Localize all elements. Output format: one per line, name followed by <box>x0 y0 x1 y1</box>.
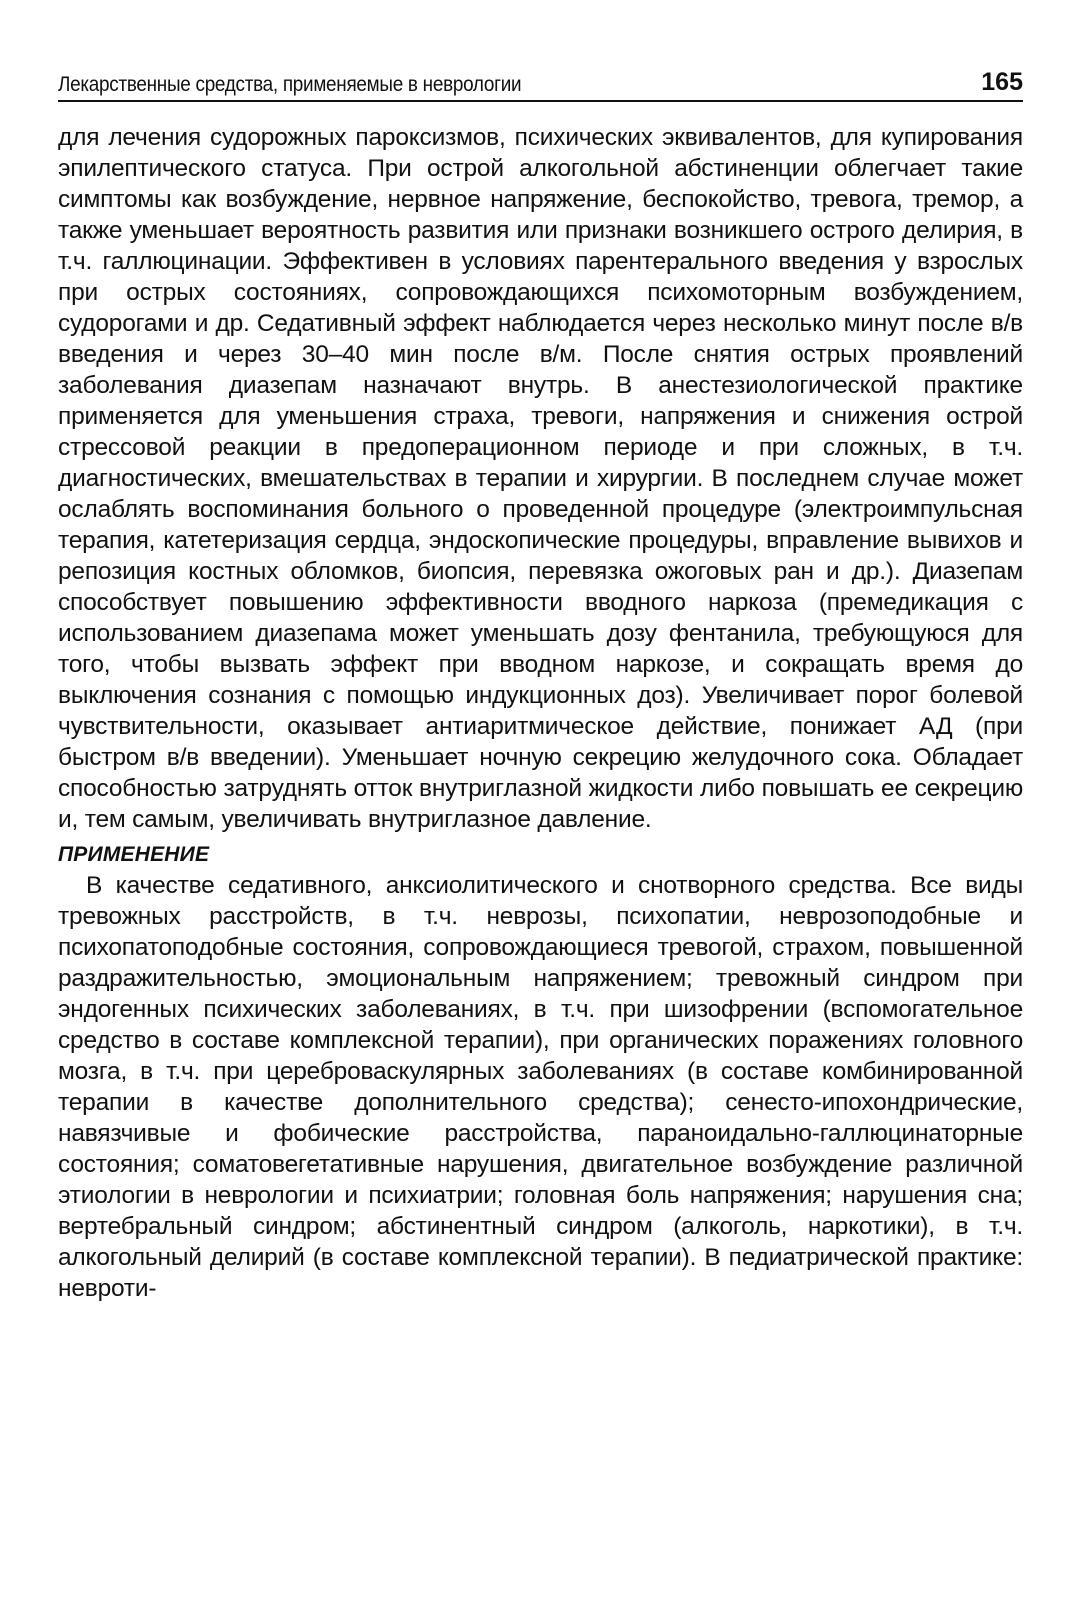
running-header-title: Лекарственные средства, применяемые в неврологии <box>58 73 522 96</box>
body-paragraph-continued: для лечения судорожных пароксизмов, психических эквивалентов, для купирования эпилептического статуса. При острой алкогольной абстиненции облегчает такие симптомы как возбуждение, нервное напряжение, беспокойство, тревога, тремор, а также уменьшает вероятность развития или признаки возникшего острого делирия, в т.ч. галлюцинации. Эффективен в условиях парентерального введения у взрослых при острых состояниях, сопровождающихся психомоторным возбуждением, судорогами и др. Седативный эффект наблюдается через несколько минут после в/в введения и через 30–40 мин после в/м. После снятия острых проявлений заболевания диазепам назначают внутрь. В анестезиологической практике применяется для уменьшения страха, тревоги, напряжения и снижения острой стрессовой реакции в предоперационном периоде и при сложных, в т.ч. диагностических, вмешательствах в терапии и хирургии. В последнем случае может ослаблять воспоминания больного о проведенной процедуре (электроимпульсная терапия, катетеризация сердца, эндоскопические процедуры, вправление вывихов и репозиция костных обломков, биопсия, перевязка ожоговых ран и др.). Диазепам способствует повышению эффективности вводного наркоза (премедикация с использованием диазепама может уменьшать дозу фентанила, требующуюся для того, чтобы вызвать эффект при вводном наркозе, и сокращать время до выключения сознания с помощью индукционных доз). Увеличивает порог болевой чувствительности, оказывает антиаритмическое действие, понижает АД (при быстром в/в введении). Уменьшает ночную секрецию желудочного сока. Обладает способностью затруднять отток внутриглазной жидкости либо повышать ее секрецию и, тем самым, увеличивать внутриглазное давление. <box>58 124 1023 833</box>
running-header <box>58 70 1023 102</box>
body-paragraph-application: В качестве седативного, анксиолитического и снотворного средства. Все виды тревожных расстройств, в т.ч. неврозы, психопатии, неврозоподобные и психопатоподобные состояния, сопровождающиеся тревогой, страхом, повышенной раздражительностью, эмоциональным напряжением; тревожный синдром при эндогенных психических заболеваниях, в т.ч. при шизофрении (вспомогательное средство в составе комплексной терапии), при органических поражениях головного мозга, в т.ч. при цереброваскулярных заболеваниях (в составе комбинированной терапии в качестве дополнительного средства); сенесто-ипохондрические, навязчивые и фобические расстройства, параноидально-галлюцинаторные состояния; соматовегетативные нарушения, двигательное возбуждение различной этиологии в неврологии и психиатрии; головная боль напряжения; нарушения сна; вертебральный синдром; абстинентный синдром (алкоголь, наркотики), в т.ч. алкогольный делирий (в составе комплексной терапии). В педиатрической практике: невроти- <box>58 872 1023 1302</box>
page-number: 165 <box>981 68 1023 96</box>
section-heading-application: ПРИМЕНЕНИЕ <box>58 843 210 866</box>
